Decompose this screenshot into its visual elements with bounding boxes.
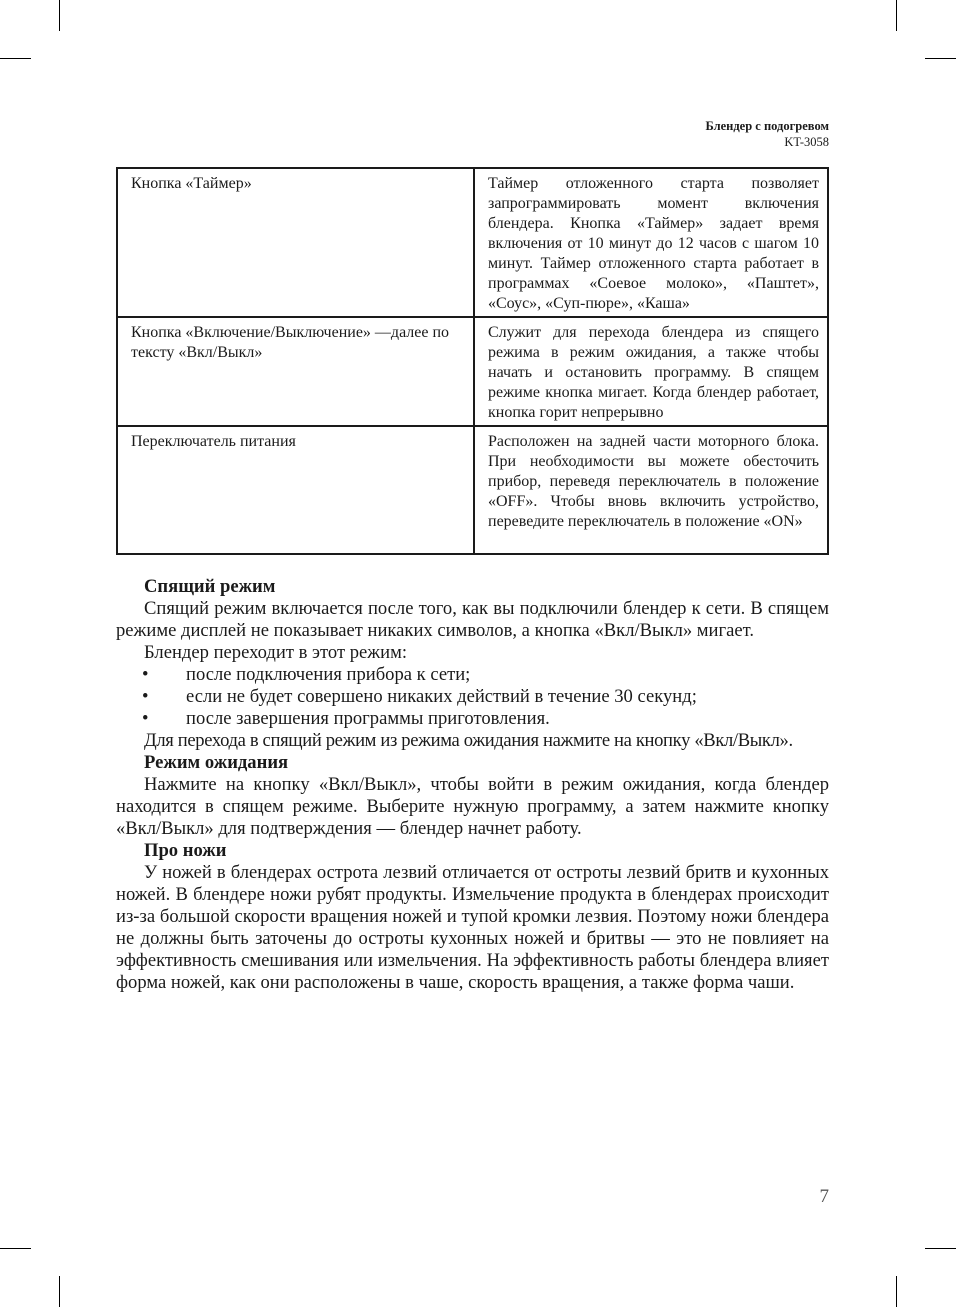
running-header (705, 118, 829, 150)
paragraph: Нажмите на кнопку «Вкл/Выкл», чтобы войти в режим ожидания, когда блендер находится в спящем режиме. Выберите нужную программу, а затем нажмите кнопку «Вкл/Выкл» для подтверждения — блендер начнет работу. (116, 774, 829, 839)
bullet-icon: • (142, 664, 149, 685)
list-item: • если не будет совершено никаких действий в течение 30 секунд; (142, 686, 697, 707)
header-title: Блендер с подогревом (705, 119, 829, 133)
paragraph: Спящий режим включается после того, как вы подключили блендер к сети. В спящем режиме дисплей не показывает никаких символов, а кнопка «Вкл/Выкл» мигает. (116, 598, 829, 641)
crop-mark-top-left-h (0, 58, 31, 59)
crop-mark-top-right (896, 0, 897, 31)
paragraph: У ножей в блендерах острота лезвий отличается от остроты лезвий бритв и кухонных ножей. В блендере ножи рубят продукты. Измельчение продукта в блендерах происходит из-за большой скорости вращения ножей и тупой кромки лезвия. Поэтому ножи блендера не должны быть заточены до остроты кухонных ножей и бритвы — это не повлияет на эффективность смешивания или измельчения. На эффективность работы блендера влияет форма ножей, как они расположены в чаше, скорость вращения, а также форма чаши. (116, 862, 829, 993)
table-row (117, 317, 828, 426)
control-description: Служит для перехода блендера из спящего режима в режим ожидания, а также чтобы начать и остановить программу. В спящем режиме кнопка мигает. Когда блендер работает, кнопка горит непрерывно (474, 317, 828, 426)
list-item: • после завершения программы приготовления. (142, 708, 550, 729)
bullet-icon: • (142, 686, 149, 707)
section-heading-standby: Режим ожидания (144, 752, 289, 773)
crop-mark-top-right-h (925, 58, 956, 59)
control-name: Кнопка «Таймер» (117, 168, 474, 317)
controls-table (116, 167, 829, 555)
control-name: Кнопка «Включение/Выключение» —далее по тексту «Вкл/Выкл» (117, 317, 474, 426)
paragraph: Для перехода в спящий режим из режима ожидания нажмите на кнопку «Вкл/Выкл». (144, 730, 793, 751)
table-row (117, 168, 828, 317)
paragraph: Блендер переходит в этот режим: (144, 642, 408, 663)
section-heading-knives: Про ножи (144, 840, 227, 861)
sleep-conditions-list (116, 664, 829, 730)
crop-mark-bottom-left-h (0, 1248, 31, 1249)
crop-mark-bottom-right-h (925, 1248, 956, 1249)
crop-mark-bottom-right (896, 1276, 897, 1307)
control-description: Расположен на задней части моторного блока. При необходимости вы можете обесточить прибор, переведя переключатель в положение «OFF». Чтобы вновь включить устройство, переведите переключатель в положение «ON» (474, 426, 828, 554)
body-text (116, 576, 829, 994)
page-number: 7 (819, 1186, 829, 1207)
table-row (117, 426, 828, 554)
bullet-icon: • (142, 708, 149, 729)
section-heading-sleep: Спящий режим (144, 576, 276, 597)
crop-mark-top-left (59, 0, 60, 31)
control-name: Переключатель питания (117, 426, 474, 554)
list-item: • после подключения прибора к сети; (142, 664, 471, 685)
crop-mark-bottom-left (59, 1276, 60, 1307)
header-model: KT-3058 (784, 135, 829, 149)
control-description: Таймер отложенного старта позволяет запрограммировать момент включения блендера. Кнопка «Таймер» задает время включения от 10 минут до 12 часов с шагом 10 минут. Таймер отложенного старта работает в программах «Соевое молоко», «Паштет», «Соус», «Суп-пюре», «Каша» (474, 168, 828, 317)
